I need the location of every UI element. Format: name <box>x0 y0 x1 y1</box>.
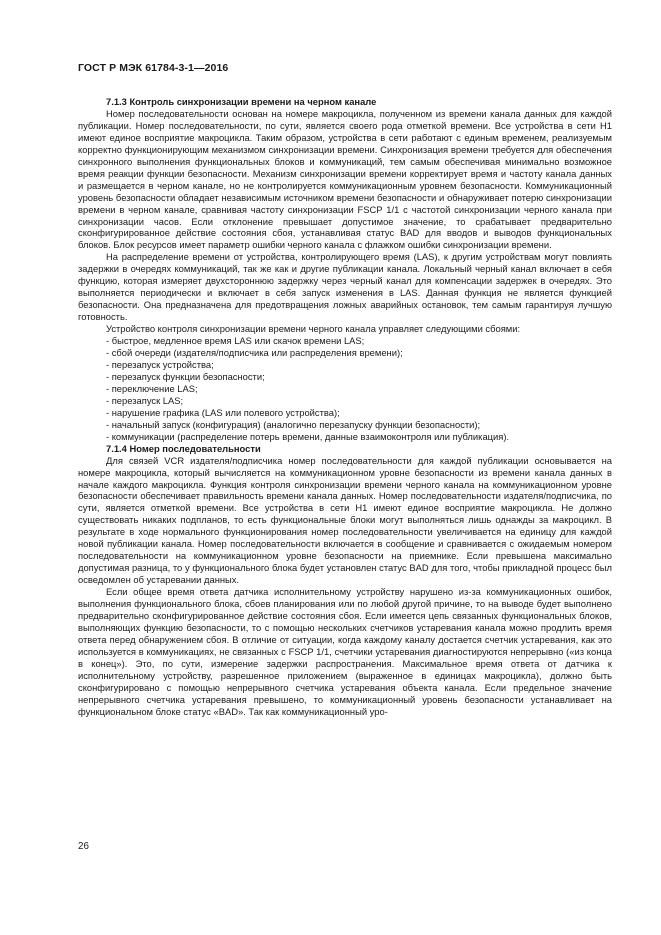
paragraph: Для связей VCR издателя/подписчика номер последовательности для каждой публикации основывается на номере макроцикла, который вычисляется на коммуникационном уровне безопасности из времени канала данных в начале каждого макроцикла. Функция контроля синхронизации времени черного канала на коммуникационном уровне безопасности обеспечивает правильность времени канала данных. Номер последовательности издателя/подписчика, по сути, является отметкой времени. Все устройства в сети Н1 имеют единое восприятие макроцикла. Не должно существовать никаких подпланов, то есть функциональные блоки могут выполняться лишь однажды за макроцикл. В результате в ходе нормального функционирования номер последовательности увеличивается на единицу для каждой новой публикации канала. Номер последовательности включается в сообщение и сравнивается с ожидаемым номером последовательности на коммуникационном уровне безопасности на приемнике. Если превышена максимально допустимая разница, то у функционального блока будет установлен статус BAD для того, чтобы прикладной процесс был осведомлен об устаревании данных. <box>78 454 612 586</box>
list-item: - коммуникации (распределение потерь времени, данные взаимоконтроля или публикация). <box>106 430 510 442</box>
list-item: - перезапуск функции безопасности; <box>106 370 265 382</box>
list-item: - переключение LAS; <box>106 382 198 394</box>
list-item: - нарушение графика (LAS или полевого устройства); <box>106 406 340 418</box>
list-item: - быстрое, медленное время LAS или скачок времени LAS; <box>106 335 365 347</box>
paragraph: Номер последовательности основан на номере макроцикла, полученном из времени канала данных для каждой публикации. Номер последовательности, по сути, является своего рода отметкой времени. Все устройства в сети Н1 имеют единое восприятие макроцикла. Таким образом, устройства в сети работают с единым временем, реализуемым корректно функционирующим механизмом синхронизации времени. Синхронизация времени требуется для обеспечения синхронного выполнения функциональных блоков и коммуникаций, тем самым обеспечивая минимально возможное время реакции функции безопасности. Механизм синхронизации времени корректирует время и частоту канала данных и размещается в черном канале, но не контролируется коммуникационным уровнем безопасности. Коммуникационный уровень безопасности обладает независимым источником времени безопасности и обнаруживает потерю синхронизации времени в черном канале, сравнивая частоту синхронизации FSCP 1/1 с частотой синхронизации черного канала при синхронизации часов. Если отклонение превышает допустимое значение, то срабатывает предварительно сконфигурированное действие состояния сбоя, устанавливая статус BAD для вводов и выводов функциональных блоков. Блок ресурсов имеет параметр ошибки черного канала с флажком ошибки синхронизации времени. <box>78 107 612 251</box>
section-heading-7-1-3: 7.1.3 Контроль синхронизации времени на черном канале <box>106 96 377 107</box>
paragraph: Если общее время ответа датчика исполнительному устройству нарушено из-за коммуникационных ошибок, выполнения функционального блока, сбоев планирования или по любой другой причине, то на выводе будет выполнено предварительно сконфигурированное действие состояния сбоя. Если имеется цепь связанных функциональных блоков, выполняющих функцию безопасности, то с помощью нескольких счетчиков устаревания канала можно продлить время ответа перед обнаружением сбоя. В отличие от ситуации, когда каждому каналу достается счетчик устаревания, как это используется в коммуникациях, не связанных с FSCP 1/1, счетчики устаревания диагностируются непрерывно («из конца в конец»). Это, по сути, измерение задержки распространения. Максимальное время ответа от датчика к исполнительному устройству, разрешенное приложением (выраженное в единицах макроцикла), должно быть сконфигурировано с помощью непрерывного счетчика устаревания объекта канала. Если предельное значение непрерывного счетчика устаревания превышено, то коммуникационный уровень безопасности устанавливает на функциональном блоке статус «BAD». Так как коммуникационный уро- <box>78 586 612 717</box>
page-content <box>78 96 612 718</box>
list-item: - перезапуск LAS; <box>106 394 184 406</box>
list-item: - сбой очереди (издателя/подписчика или распределения времени); <box>106 347 403 359</box>
page-number: 26 <box>78 841 89 852</box>
list-item: - начальный запуск (конфигурация) (аналогично перезапуску функции безопасности); <box>106 418 481 430</box>
list-item: - перезапуск устройства; <box>106 358 214 370</box>
section-heading-7-1-4: 7.1.4 Номер последовательности <box>106 442 261 454</box>
paragraph: Устройство контроля синхронизации времени черного канала управляет следующими сбоями: <box>106 323 521 335</box>
page-header: ГОСТ Р МЭК 61784-3-1—2016 <box>78 62 229 74</box>
paragraph: На распределение времени от устройства, контролирующего время (LAS), к другим устройствам могут повлиять задержки в очередях коммуникаций, так же как и другие публикации канала. Локальный черный канал включает в себя функцию, которая измеряет двухстороннюю задержку через черный канал для компенсации задержек в очередях. Это выполняется периодически и включает в себя запуск изменения в LAS. Данная функция не является функцией безопасности. Она предназначена для предотвращения ложных аварийных остановок, тем самым гарантируя лучшую готовность. <box>78 251 612 323</box>
